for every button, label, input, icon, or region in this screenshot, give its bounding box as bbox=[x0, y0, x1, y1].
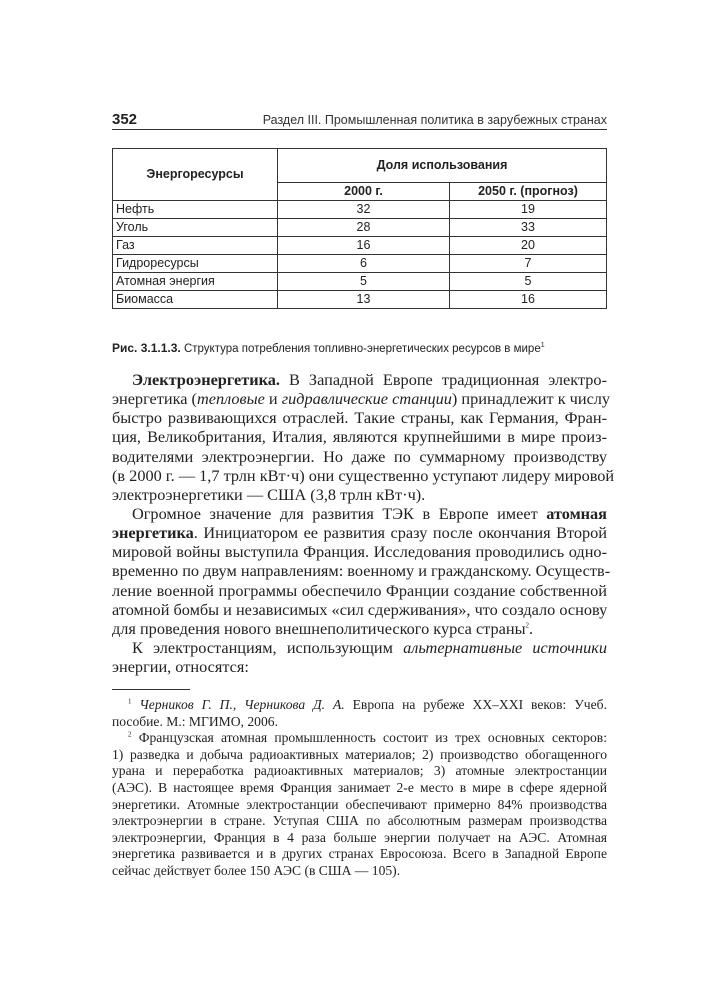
text-run: Огромное значение для развития ТЭК в Европе имеет bbox=[132, 503, 547, 523]
text-run: энергетики. Атомные электростанции обеспечивают примерно 84% производства bbox=[112, 796, 607, 812]
value-2050-cell: 19 bbox=[450, 201, 607, 219]
body-text bbox=[112, 370, 615, 677]
text-run: пособие. М.: МГИМО, 2006. bbox=[112, 713, 278, 729]
value-2050-cell: 16 bbox=[450, 291, 607, 309]
table-row bbox=[113, 237, 607, 255]
resource-cell: Газ bbox=[113, 237, 278, 255]
footnote-ref: 2 bbox=[128, 730, 132, 739]
value-2000-cell: 16 bbox=[278, 237, 450, 255]
table-row bbox=[113, 201, 607, 219]
text-run: тепловые bbox=[196, 389, 265, 409]
text-run: электроэнергии, Франция в 4 раза больше энергии получает на АЭС. Атомная bbox=[112, 829, 607, 845]
body-line bbox=[112, 447, 607, 466]
value-2050-cell: 7 bbox=[450, 255, 607, 273]
footnote-line bbox=[112, 780, 607, 797]
body-line bbox=[112, 485, 607, 504]
value-2000-cell: 5 bbox=[278, 273, 450, 291]
table-row bbox=[113, 255, 607, 273]
col-header-2000: 2000 г. bbox=[278, 183, 450, 201]
resource-cell: Уголь bbox=[113, 219, 278, 237]
body-line bbox=[112, 581, 607, 600]
text-run: энергии, относятся: bbox=[112, 657, 249, 677]
text-run: . bbox=[529, 618, 534, 638]
body-line bbox=[112, 389, 611, 409]
text-run: Европа на рубеже XX–XXI веков: Учеб. bbox=[344, 697, 607, 712]
text-run: В Западной Европе традиционная электро- bbox=[280, 370, 607, 389]
footnote-ref: 1 bbox=[128, 697, 132, 706]
text-run: . Инициатором ее развития сразу после окончания Второй bbox=[193, 523, 607, 543]
text-run: быстро развивающихся отраслей. Такие страны, как Германия, Фран- bbox=[112, 408, 607, 428]
page-header bbox=[112, 111, 607, 130]
body-line bbox=[112, 427, 607, 446]
resource-cell: Гидроресурсы bbox=[113, 255, 278, 273]
text-run: электроэнергетики — США (3,8 трлн кВт·ч). bbox=[112, 484, 426, 504]
body-line bbox=[112, 619, 607, 638]
text-run: атомной бомбы и независимых «сил сдерживания», что создало основу bbox=[112, 599, 608, 619]
footnote-line bbox=[112, 813, 607, 830]
body-line bbox=[112, 370, 607, 389]
text-run: ция, Великобритания, Италия, являются крупнейшими в мире произ- bbox=[112, 427, 607, 447]
value-2000-cell: 6 bbox=[278, 255, 450, 273]
figure-caption bbox=[112, 341, 612, 355]
text-run: сейчас действует более 150 АЭС (в США — 105). bbox=[112, 862, 401, 878]
body-line bbox=[112, 465, 615, 485]
text-run: (в 2000 г. — 1,7 трлн кВт·ч) они существенно уступают лидеру мировой bbox=[112, 465, 615, 485]
text-run: энергетика развивается и в других странах Евросоюза. Всего в Западной Европе bbox=[112, 846, 607, 862]
text-run: атомная bbox=[546, 503, 607, 523]
text-run: К электростанциям, использующим bbox=[132, 637, 404, 657]
text-run: гидравлические станции bbox=[281, 389, 452, 409]
resource-cell: Атомная энергия bbox=[113, 273, 278, 291]
text-run: мировой войны выступила Франция. Исследования проводились одно- bbox=[112, 542, 607, 562]
text-run: Черников Г. П., Черникова Д. А. bbox=[139, 697, 345, 712]
value-2050-cell: 33 bbox=[450, 219, 607, 237]
text-run: и bbox=[264, 389, 282, 409]
footnote-line bbox=[112, 697, 607, 714]
page-number: 352 bbox=[112, 111, 138, 128]
table-row bbox=[113, 219, 607, 237]
footnote-line bbox=[112, 763, 607, 780]
energy-resources-table bbox=[112, 148, 607, 309]
text-run: (АЭС). В настоящее время Франция занимает 2-е место в мире в сфере ядерной bbox=[112, 779, 607, 795]
footnote-divider bbox=[112, 689, 190, 690]
footnote-ref: 2 bbox=[525, 621, 530, 630]
text-run: ление военной программы обеспечило Франции создание собственной bbox=[112, 580, 607, 600]
value-2050-cell: 5 bbox=[450, 273, 607, 291]
footnotes bbox=[112, 697, 607, 880]
table-row bbox=[113, 273, 607, 291]
col-header-2050: 2050 г. (прогноз) bbox=[450, 183, 607, 201]
resource-cell: Нефть bbox=[113, 201, 278, 219]
footnote-line bbox=[112, 730, 607, 747]
value-2000-cell: 32 bbox=[278, 201, 450, 219]
text-run: энергетика bbox=[112, 523, 194, 543]
body-line bbox=[112, 542, 607, 561]
text-run: альтернативные источники bbox=[403, 637, 608, 657]
footnote-ref: 1 bbox=[540, 342, 545, 350]
value-2050-cell: 20 bbox=[450, 237, 607, 255]
text-run: урана и переработка радиоактивных материалов; 3) атомные электростанции bbox=[112, 763, 607, 779]
body-line bbox=[112, 561, 611, 581]
text-run: Электроэнергетика. bbox=[132, 370, 280, 389]
table-row bbox=[113, 291, 607, 309]
body-line bbox=[112, 657, 607, 676]
footnote-line bbox=[112, 846, 607, 863]
footnote-line bbox=[112, 797, 607, 814]
body-line bbox=[112, 638, 607, 657]
text-run: энергетика ( bbox=[112, 389, 197, 409]
body-line bbox=[112, 523, 607, 542]
running-title: Раздел III. Промышленная политика в зарубежных странах bbox=[262, 113, 607, 127]
resource-cell: Биомасса bbox=[113, 291, 278, 309]
footnote-line bbox=[112, 747, 607, 764]
figure-caption-text: Структура потребления топливно-энергетических ресурсов в мире bbox=[180, 343, 541, 355]
body-line bbox=[112, 408, 607, 427]
value-2000-cell: 13 bbox=[278, 291, 450, 309]
figure-label: Рис. 3.1.1.3. bbox=[112, 341, 181, 355]
body-line bbox=[112, 504, 607, 523]
footnote-line bbox=[112, 830, 607, 847]
text-run: для проведения нового внешнеполитического курса страны bbox=[112, 618, 526, 638]
text-run: 1) разведка и добыча радиоактивных материалов; 2) производство обогащенного bbox=[112, 746, 607, 762]
text-run: водителями электроэнергии. Но даже по суммарному производству bbox=[112, 446, 607, 466]
footnote-line bbox=[112, 714, 607, 731]
text-run: Французская атомная промышленность состоит из трех основных секторов: bbox=[131, 730, 607, 746]
text-run: ) принадлежит к числу bbox=[451, 389, 611, 409]
col-header-resource: Энергоресурсы bbox=[113, 149, 278, 201]
footnote-line bbox=[112, 863, 607, 880]
body-line bbox=[112, 600, 607, 619]
col-header-share: Доля использования bbox=[278, 149, 607, 183]
value-2000-cell: 28 bbox=[278, 219, 450, 237]
text-run: электроэнергии в стране. Уступая США по абсолютным размерам производства bbox=[112, 813, 607, 829]
text-run: временно по двум направлениям: военному и гражданскому. Осуществ- bbox=[112, 561, 611, 581]
